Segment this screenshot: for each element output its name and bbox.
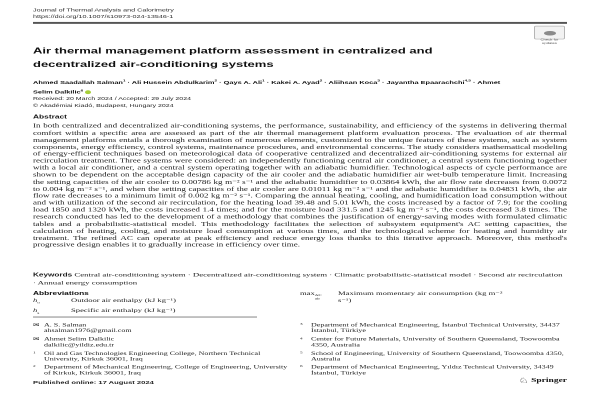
affiliation-text: Department of Mechanical Engineering, Yıldız Technical University, 34349 İstanbul, Türkiye	[311, 364, 554, 376]
abbreviation-symbol: $h_s$	[33, 306, 40, 315]
author-name: Kakei A. Ayad$^2$	[271, 79, 323, 86]
correspondence-entry	[33, 336, 290, 348]
author-affiliation-sup: 4,5	[464, 79, 471, 83]
author-name: Ahmed Saadallah Salman$^1$	[33, 79, 126, 86]
author-name: Ahmet Selim Dalkilic$^6$	[33, 79, 501, 95]
affiliation-number: 6	[300, 364, 303, 369]
author-separator: ·	[125, 79, 132, 86]
abbreviations-left-column	[33, 297, 290, 317]
abbreviations-right-column	[300, 290, 567, 304]
received-accepted-line: Received: 20 March 2024 / Accepted: 29 July 2024	[33, 96, 191, 102]
article-title: Air thermal management platform assessment in centralized and decentralized air-conditioning systems	[33, 45, 433, 69]
author-affiliation-sup: 1	[262, 79, 265, 83]
affiliation-text: Department of Mechanical Engineering, İstanbul Technical University, 34437 İstanbul, Türkiye	[311, 321, 560, 334]
correspondence-name: A. S. Salman	[44, 321, 87, 328]
abbreviation-entry	[33, 307, 290, 317]
published-online-line: Published online: 17 August 2024	[33, 379, 154, 386]
keywords-line	[33, 272, 567, 287]
footnotes-left-column	[33, 322, 290, 378]
author-affiliation-sup: 2	[319, 79, 323, 83]
affiliation-number: 1	[33, 350, 36, 355]
affiliation-text: Center for Future Materials, University of Southern Queensland, Toowoomba 4350, Australia	[311, 335, 560, 348]
affiliation-number: 5	[300, 350, 303, 355]
affiliation-text: Department of Mechanical Engineering, College of Engineering, University of Kirkuk, Kirkuk 36001, Iraq	[44, 364, 288, 376]
abbreviation-definition: Maximum momentary air consumption (kg m⁻² s⁻¹)	[338, 289, 503, 304]
orcid-icon[interactable]	[85, 90, 91, 94]
author-name: Aliihsan Koca$^3$	[328, 79, 380, 86]
author-name: Ali Hussein Abdulkarim$^2$	[131, 79, 218, 86]
crossmark-icon	[544, 31, 556, 36]
author-separator: ·	[322, 79, 329, 86]
springer-wordmark: Springer	[531, 377, 567, 384]
abbreviation-definition: Outdoor air enthalpy (kJ kg⁻¹)	[71, 296, 176, 304]
affiliation-entry	[300, 350, 567, 362]
doi-link[interactable]: https://doi.org/10.1007/s10973-024-13546-1	[33, 13, 174, 20]
author-name: Jayantha Epaarachchi$^{4,5}$	[386, 79, 471, 86]
header-rule	[33, 22, 567, 24]
author-separator: ·	[470, 79, 478, 86]
footnote-rule	[33, 317, 257, 318]
article-meta	[33, 96, 567, 110]
affiliation-number: 3	[300, 322, 303, 327]
author-separator: ·	[379, 79, 387, 86]
author-separator: ·	[217, 79, 224, 86]
envelope-icon: ✉	[33, 321, 40, 328]
check-for-updates-label: Check for updates	[540, 38, 559, 45]
correspondence-email[interactable]: ahsalman1976@gmail.com	[44, 327, 132, 334]
abstract-heading: Abstract	[33, 113, 67, 120]
affiliation-entry	[300, 322, 567, 334]
abbreviation-symbol: max AC air	[300, 289, 322, 301]
author-affiliation-sup: 6	[80, 88, 84, 92]
affiliation-entry	[33, 350, 290, 362]
footnotes-right-column	[300, 322, 567, 378]
author-affiliation-sup: 1	[122, 79, 126, 83]
author-affiliation-sup: 3	[377, 79, 380, 83]
affiliation-entry	[300, 336, 567, 348]
abstract-text: In both centralized and decentralized air-conditioning systems, the performance, sustainability, and efficiency of the systems in delivering thermal comfort within a specific area are assessed as part of the air thermal management platform evaluation process. The evaluation of air thermal management platforms entails a thorough examination of numerous elements, customized to the unique features of these systems, such as system components, energy efficiency, control systems, maintenance procedures, and environmental concerns. The study considers mathematical modeling of energy-efficient techniques based on meteorological data of cooperative centralized and decentralized air-conditioning systems for external air recirculation treatment. Three systems were considered: an independently functioning central air conditioner, a central system functioning together with a local air conditioner, and a central system operating together with an adiabatic humidifier. Technological aspects of cycle performance are shown to be dependent on the acceptable design capacity of the air cooler and the adiabatic humidifier air wet-bulb temperature limit. Increasing the setting capacities of the air cooler to 0.00786 kg m⁻² s⁻¹ and the adiabatic humidifier to 0.03864 kWh, the air flow rate decreases from 0.0072 to 0.004 kg m⁻² s⁻¹, and when the setting capacities of the air cooler are 0.01011 kg m⁻² s⁻¹ and the adiabatic humidifier is 0.04831 kWh, the air flow rate decreases to a minimum limit of 0.002 kg m⁻² s⁻¹. Comparing the annual heating, cooling, and humidification load consumption without and with utilization of the second air recirculation, for the heating load 39.48 and 5.01 kWh, the costs increased by a factor of 7.9; for the cooling load 1850 and 1320 kWh, the costs increased 1.4 times; and for the moisture load 331.5 and 1245 kg m⁻² s⁻¹, the costs decreased 3.8 times. The research conducted has led to the development of a methodology that combines the justification of energy-saving modes with formulated climatic tables and a probabilistic-statistical model. This methodology facilitates the selection of subsystem equipment's AC setting capacities, the calculation of heating, cooling, and moisture load consumption at various times, and the technological scheme for heating and humidity air treatment. The refined AC can operate at peak efficiency and reduce energy loss thanks to this iterative approach. Moreover, this method's progressive design enables it to gradually increase in efficiency over time.	[33, 122, 567, 248]
abbreviation-entry	[300, 290, 567, 304]
correspondence-entry	[33, 322, 290, 334]
affiliation-text: School of Engineering, University of Southern Queensland, Toowoomba 4350, Australia	[311, 349, 564, 362]
abbreviation-symbol: $h_o$	[33, 296, 40, 305]
affiliation-number: 4	[300, 336, 303, 341]
journal-header	[33, 7, 567, 19]
correspondence-name: Ahmet Selim Dalkilic	[44, 335, 115, 342]
affiliation-entry	[33, 364, 290, 376]
copyright-line: © Akadémiai Kiadó, Budapest, Hungary 2024	[33, 103, 174, 109]
author-separator: ·	[264, 79, 272, 86]
abbreviation-definition: Specific air enthalpy (kJ kg⁻¹)	[71, 306, 176, 314]
check-for-updates-badge[interactable]	[534, 26, 565, 45]
journal-name: Journal of Thermal Analysis and Calorimetry	[33, 7, 174, 13]
envelope-icon: ✉	[33, 335, 40, 342]
keywords-label: Keywords	[33, 272, 73, 278]
author-name: Qays A. Ali$^1$	[223, 79, 265, 86]
author-list	[33, 77, 515, 95]
affiliation-number: 2	[33, 364, 36, 369]
keywords-text: Central air-conditioning system · Decentralized air-conditioning system · Climatic probabilistic-statistical model · Second air recirculation · Annual energy consumption	[33, 271, 563, 286]
abbreviation-entry	[33, 297, 290, 307]
springer-horse-icon: ♘	[518, 376, 530, 386]
affiliation-text: Oil and Gas Technologies Engineering College, Northern Technical University, Kirkuk 36001, Iraq	[44, 349, 261, 362]
abbreviations-heading: Abbreviations	[33, 289, 89, 297]
correspondence-email[interactable]: dalkilic@yildiz.edu.tr	[44, 341, 115, 348]
affiliation-entry	[300, 364, 567, 376]
springer-logo	[518, 377, 567, 385]
footnote-area	[33, 322, 567, 378]
author-affiliation-sup: 2	[214, 79, 218, 83]
